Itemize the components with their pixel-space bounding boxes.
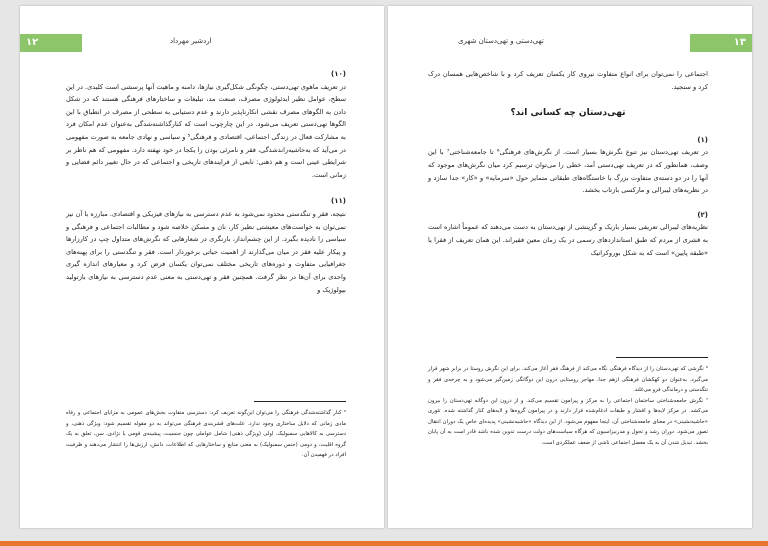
- section-number: (۲): [697, 210, 708, 219]
- paragraph: اجتماعی را نمی‌توان برای انواع متفاوت نیروی کار یکسان تعریف کرد و با شاخص‌هایی همسان درک کرد و سنجید.: [428, 70, 708, 91]
- section-heading: تهی‌دستان چه کسانی اند؟: [510, 108, 626, 119]
- section-number: (۱): [697, 135, 708, 144]
- paragraph: در تعریف تهی‌دستان نیز تنوع نگرش‌ها بسیار است. از نگرش‌های فرهنگی⁶ تا جامعه‌شناختی⁷ با این وصف، همانطور که در تعریف تهی‌دستی آمد، خطی را می‌توان ترسیم کرد میان نگرش‌های موجود که آنها را در دو دسته‌ی متفاوت بزرگ با خاستگاه‌های طبقاتی متمایز حول «سرمایه» و «کار» جدا سازد و در نظریه‌های لیبرالی و مارکسی بازتاب بخشد.: [428, 148, 708, 195]
- running-head: اردشیر مهرداد: [170, 37, 212, 45]
- page-body: [428, 68, 708, 259]
- paragraph: نظریه‌های لیبرالی تعریفی بسیار باریک و گزینشی از تهی‌دستان به دست می‌دهند که عموماً اشاره است به قشری از مردم که طبق استانداردهای رسمی در یک زمان معین فقیراند. این همان تعریف از فقرا یا «طبقه پایین» است که به شکل بوروکراتیک: [428, 223, 708, 257]
- page-number: ۱۲: [20, 34, 82, 52]
- section-number: (۱۱): [331, 197, 346, 206]
- paragraph: در تعریف ماهوی تهی‌دستی، چگونگی شکل‌گیری نیازها، دامنه و ماهیت آنها پرسشی است کلیدی. در این سطح، عوامل نظیر ایدئولوژی مصرف، صنعت مد، تبلیغات و ساختارهای فرهنگی هستند که در شکل دادن به الگوهای مصرف نقشی انکارناپذیر دارند و عدم دستیابی به سطحی از مصرف در انطباق با این الگوها تهی‌دستی تعریف می‌شود. در این چارچوب است که کنارگذاشته‌شدگی به‌عنوان عدم امکان فرد به مشارکت فعال در زندگی اجتماعی، اقتصادی و فرهنگی⁵ و سیاسی و نهادی جامعه به صورت مفهومی در می‌آید که به‌حاشیه‌راندشدگی، فقر و نامرئی بودن را یکجا در خود نهفته دارد. مفهومی که هم ناظر بر شرایطی عینی است و هم ذهنی: تابعی از فرایندهای تاریخی و اجتماعی که در حال تغییر دائم فضایی و زمانی است.: [66, 82, 346, 179]
- paragraph: نتیجه، فقر و تنگدستی محدود نمی‌شود به عدم دسترسی به نیازهای فیزیکی و اقتصادی. مبارزه با آن نیز نمی‌توان به خواست‌های معیشتی نظیر کار، نان و مسکن خلاصه شود و مطالبات اجتماعی و فرهنگی و سیاسی را نادیده بگیرد. از این چشم‌انداز، بازنگری در شعارهایی که نگرش‌های متداول چپ در کارزارها و پیکار علیه فقر در میان می‌گذارند از اهمیت حیاتی برخوردار است. فقر و تنگدستی را برای پهنه‌های جغرافیایی متفاوت و دوره‌های تاریخی مختلف نمی‌توان یکسان فرض کرد و معیارهای اندازه گیری واحدی برای آن‌ها در نظر گرفت. همچنین فقر و تهی‌دستی به معنی عدم دسترسی به نیازهای بازتولید بیولوژیک و: [66, 209, 346, 294]
- footnote: ⁵ کنار گذاشته‌شدگی فرهنگی را می‌توان این‌گونه تعریف کرد: دسترسی متفاوت بخش‌های عمومی به مزایای اجتماعی و رفاه مادی زمانی که دلایل ساختاری وجود ندارد. علت‌های قشربندی فرهنگی می‌تواند به دو مقوله تقسیم شود: ویژگی ذهنی، و دسترسی به کالاهایی سمبولیک. اولی (ویژگی ذهنی) شامل عواملی چون جنسیت، پیشینه‌ی قومی یا نژادی، سن، تعلق به یک گروه اقلیت، و دومی (جنس سمبولیک) به معنی منابع و ساختارهایی که اطلاعات، دانش، ارزش‌ها را انتشار می‌دهند و ظرفیت افراد در فهمیدن آن.: [66, 410, 346, 458]
- page-number: ۱۳: [690, 34, 752, 52]
- right-page: [388, 6, 752, 528]
- footnotes: [428, 364, 708, 448]
- left-page: [20, 6, 384, 528]
- footnote-divider: [254, 401, 346, 402]
- running-head: تهی‌دستی و تهی‌دستان شهری: [458, 37, 544, 45]
- footnote: ⁷ نگرش جامعه‌شناختی ساختمان اجتماعی را به مرکز و پیرامون تقسیم می‌کند. و از درون این دوگانه تهی‌دستان را بیرون می‌کشد. در مرکز لایه‌ها و اقشار و طبقات ادغام‌شده قرار دارند و در پیرامون گروه‌ها و لایه‌های کنار گذاشته شده. تئوری «حاشیه‌نشینی» در معنای جامعه‌شناختی آن، اینجا مفهوم می‌شود. از این دیدگاه «حاشیه‌نشینی» پدیده‌ای خاص یک دوران انتقال تصور می‌شود. دوران رشد و تحول و مدرنیزاسیون که هرگاه سیاست‌های دولت درست تدوین شده باشد قادر است به آن پایان بخشد. تبدیل شدن آن به یک معضل اجتماعی ناشی از ضعف عملکردی است.: [428, 397, 708, 446]
- bottom-accent-bar: [0, 541, 768, 546]
- page-body: [66, 68, 346, 296]
- footnote: ⁶ نگرشی که تهی‌دستان را از دیدگاه فرهنگی نگاه می‌کند از فرهنگ فقر آغاز می‌کند. برای این نگرش روستا در برابر شهر قرار می‌گیرد. به‌عنوان دو کهکشان فرهنگی ازهم جدا. مهاجر روستایی درون این دوگانگی زمین‌گیر می‌شود و به چرخه‌ی فقر و تنگدستی و درماندگی فرو می‌غلتد.: [428, 366, 708, 393]
- footnote-divider: [616, 357, 708, 358]
- section-number: (۱۰): [331, 70, 346, 78]
